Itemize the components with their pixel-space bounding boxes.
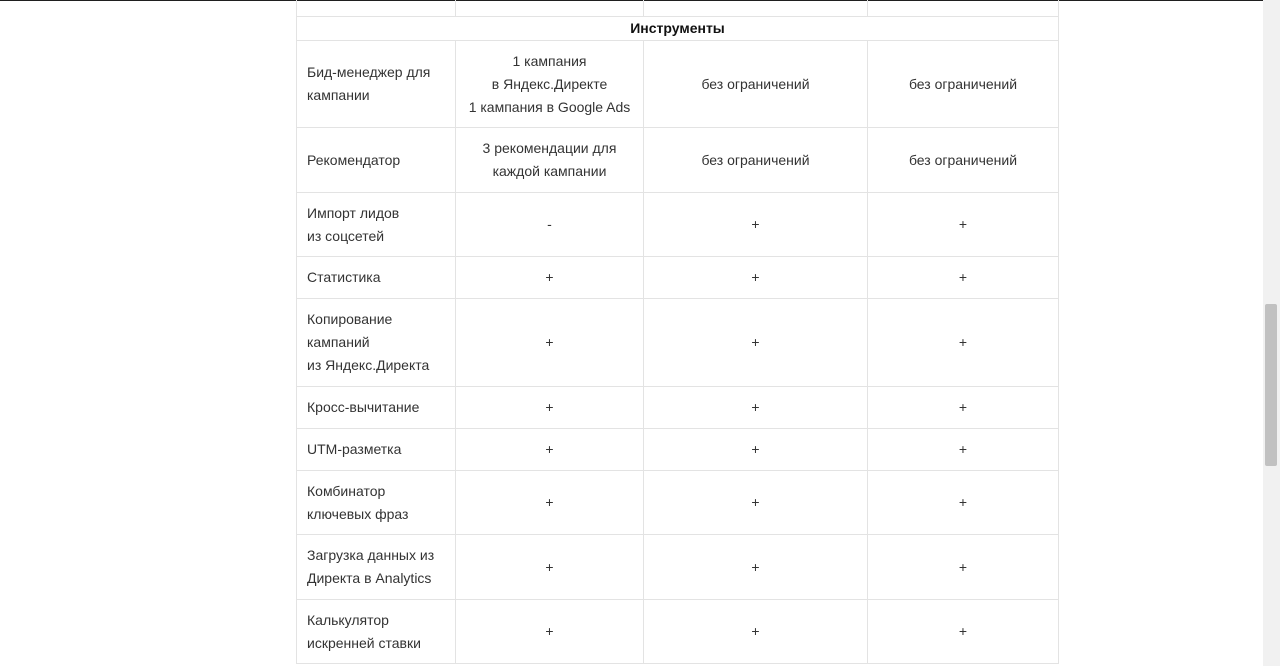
- plan-value-line: +: [545, 334, 554, 350]
- plan-value-line: без ограничений: [908, 75, 1018, 92]
- plan-value-cell: [644, 387, 868, 429]
- table-row: [297, 535, 1059, 600]
- plan-value-line: в Яндекс.Директе: [491, 75, 608, 92]
- plan-value-cell: [868, 429, 1059, 471]
- table-row: [297, 429, 1059, 471]
- section-title: Инструменты: [297, 17, 1059, 41]
- plan-value-line: 1 кампания в Google Ads: [468, 98, 631, 115]
- feature-name-cell: [297, 600, 456, 664]
- plan-value-cell: [868, 471, 1059, 535]
- plan-value-cell: [456, 471, 644, 535]
- table-row: [297, 128, 1059, 193]
- feature-name-cell: [297, 471, 456, 535]
- table-row: [297, 600, 1059, 664]
- feature-name-line: Импорт лидов: [307, 204, 400, 221]
- feature-name-cell: [297, 387, 456, 429]
- feature-name-line: UTM-разметка: [307, 441, 402, 457]
- scrollbar-thumb[interactable]: [1265, 304, 1277, 466]
- feature-name-line: Загрузка данных из: [307, 547, 435, 563]
- plan-value-cell: [868, 128, 1059, 193]
- feature-name-cell: [297, 429, 456, 471]
- plan-value-cell: [644, 535, 868, 600]
- plan-value-cell: [644, 128, 868, 193]
- feature-name-line: Статистика: [307, 269, 381, 285]
- plan-value-line: +: [545, 399, 554, 415]
- feature-name-cell: [297, 299, 456, 387]
- feature-name-line: Калькулятор: [307, 611, 389, 628]
- pricing-comparison-table: [296, 0, 1058, 664]
- plan-value-line: +: [751, 216, 760, 232]
- plan-value-cell: [644, 41, 868, 128]
- plan-value-line: каждой кампании: [492, 163, 607, 179]
- plan-value-line: +: [751, 399, 760, 415]
- plan-value-cell: [644, 193, 868, 257]
- plan-value-cell: [456, 193, 644, 257]
- plan-value-cell: [644, 471, 868, 535]
- plan-value-line: +: [958, 216, 968, 232]
- feature-name-cell: [297, 128, 456, 193]
- plan-value-line: без ограничений: [701, 75, 810, 92]
- feature-name-cell: [297, 257, 456, 299]
- plan-value-line: +: [751, 334, 760, 350]
- table-row: [297, 257, 1059, 299]
- plan-value-line: +: [545, 558, 554, 575]
- plan-value-line: +: [751, 558, 760, 575]
- plan-value-cell: [644, 257, 868, 299]
- plan-value-line: +: [958, 269, 968, 285]
- table-row: [297, 471, 1059, 535]
- plan-value-cell: [456, 299, 644, 387]
- plan-value-cell: [644, 429, 868, 471]
- plan-value-cell: [868, 257, 1059, 299]
- feature-name-line: искренней ставки: [307, 634, 421, 651]
- plan-value-cell: [868, 299, 1059, 387]
- plan-value-cell: [456, 41, 644, 128]
- feature-name-line: Рекомендатор: [307, 151, 401, 168]
- plan-value-line: +: [751, 269, 760, 285]
- table-row: [297, 299, 1059, 387]
- plan-value-line: +: [958, 494, 968, 510]
- plan-value-cell: [868, 41, 1059, 128]
- feature-name-cell: [297, 41, 456, 128]
- feature-name-line: из Яндекс.Директа: [307, 357, 430, 373]
- plan-value-line: без ограничений: [701, 151, 810, 168]
- previous-row-stub: [297, 0, 1059, 17]
- plan-value-cell: [868, 387, 1059, 429]
- vertical-scrollbar[interactable]: [1263, 0, 1280, 666]
- plan-value-line: +: [958, 399, 968, 415]
- feature-name-line: Копирование: [307, 311, 393, 327]
- table-row: [297, 193, 1059, 257]
- plan-value-cell: [456, 387, 644, 429]
- plan-value-cell: [868, 193, 1059, 257]
- plan-value-line: +: [958, 334, 968, 350]
- plan-value-cell: [644, 299, 868, 387]
- plan-value-line: +: [751, 494, 760, 510]
- plan-value-line: +: [545, 269, 554, 285]
- feature-name-line: Директа в Analytics: [307, 570, 432, 586]
- feature-name-line: Комбинатор: [307, 482, 386, 499]
- section-header-row: [297, 17, 1059, 41]
- plan-value-line: -: [547, 216, 552, 232]
- plan-value-line: +: [958, 441, 968, 457]
- feature-name-line: кампании: [307, 87, 370, 103]
- plan-value-line: +: [751, 623, 760, 639]
- feature-name-cell: [297, 535, 456, 600]
- plan-value-line: +: [958, 558, 968, 575]
- feature-name-line: Бид-менеджер для: [307, 64, 431, 80]
- plan-value-line: +: [958, 623, 968, 639]
- plan-value-cell: [456, 535, 644, 600]
- plan-value-cell: [456, 429, 644, 471]
- plan-value-cell: [456, 600, 644, 664]
- plan-value-cell: [456, 257, 644, 299]
- plan-value-line: 1 кампания: [512, 52, 587, 69]
- plan-value-line: без ограничений: [908, 151, 1018, 168]
- feature-name-line: кампаний: [307, 334, 370, 350]
- table-row: [297, 387, 1059, 429]
- plan-value-cell: [868, 600, 1059, 664]
- plan-value-cell: [644, 600, 868, 664]
- table-row: [297, 41, 1059, 128]
- plan-value-line: +: [751, 441, 760, 457]
- feature-name-line: Кросс-вычитание: [307, 399, 420, 415]
- tools-table: [296, 0, 1059, 664]
- plan-value-cell: [456, 128, 644, 193]
- feature-name-cell: [297, 193, 456, 257]
- plan-value-line: +: [545, 623, 554, 639]
- plan-value-line: +: [545, 441, 554, 457]
- feature-name-line: из соцсетей: [307, 227, 385, 244]
- plan-value-line: 3 рекомендации для: [482, 140, 617, 156]
- plan-value-line: +: [545, 494, 554, 510]
- plan-value-cell: [868, 535, 1059, 600]
- feature-name-line: ключевых фраз: [307, 505, 409, 522]
